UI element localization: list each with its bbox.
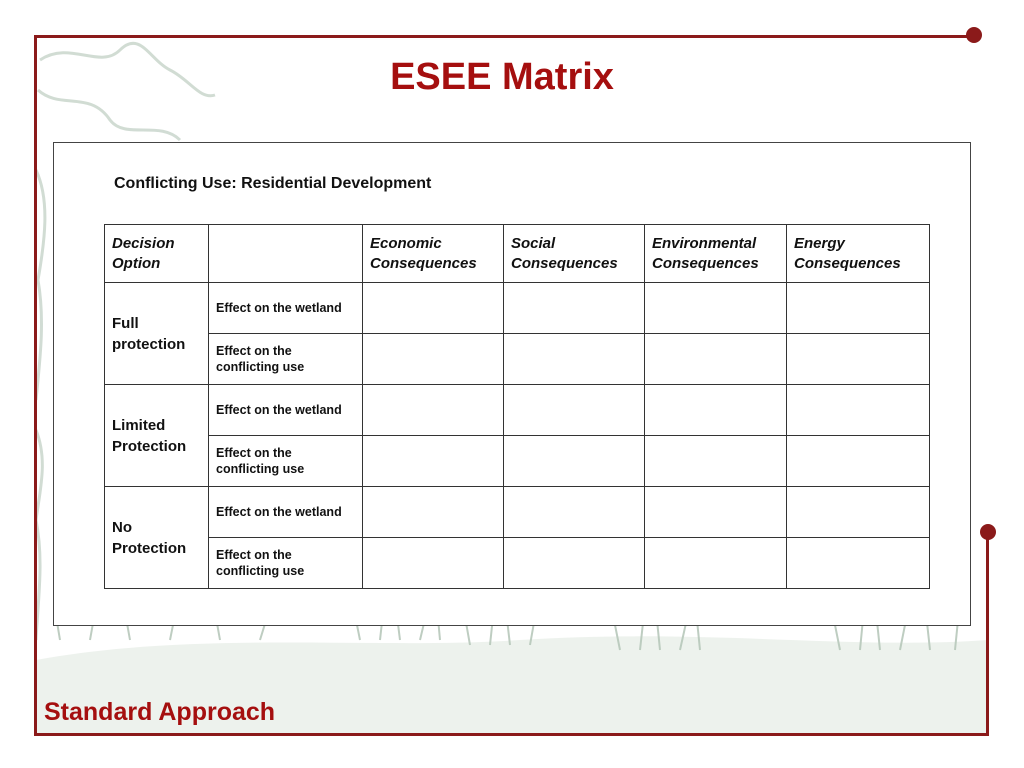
frame-right-line <box>986 532 989 736</box>
header-social: Social Consequences <box>504 225 645 283</box>
effect-label: Effect on the wetland <box>209 385 363 436</box>
table-cell <box>645 538 787 589</box>
header-energy: Energy Consequences <box>787 225 930 283</box>
slide-title: ESEE Matrix <box>390 56 614 98</box>
header-economic: Economic Consequences <box>363 225 504 283</box>
table-cell <box>787 385 930 436</box>
table-row <box>105 538 930 589</box>
table-cell <box>504 436 645 487</box>
table-cell <box>645 385 787 436</box>
table-cell <box>645 436 787 487</box>
table-cell <box>504 538 645 589</box>
frame-bottom-line <box>34 733 989 736</box>
effect-label: Effect on the wetland <box>209 283 363 334</box>
frame-corner-dot <box>966 27 982 43</box>
table-cell <box>787 487 930 538</box>
table-row <box>105 283 930 334</box>
frame-left-line <box>34 35 37 736</box>
footer-title: Standard Approach <box>44 698 276 726</box>
table-cell <box>363 436 504 487</box>
option-limited-protection: Limited Protection <box>105 385 209 487</box>
effect-label: Effect on the conflicting use <box>209 334 363 385</box>
table-row <box>105 436 930 487</box>
document-panel <box>53 142 971 626</box>
header-blank <box>209 225 363 283</box>
option-full-protection: Full protection <box>105 283 209 385</box>
frame-top-line <box>34 35 974 38</box>
table-cell <box>787 538 930 589</box>
table-row <box>105 487 930 538</box>
effect-label: Effect on the conflicting use <box>209 538 363 589</box>
table-cell <box>787 283 930 334</box>
header-environmental: Environmental Consequences <box>645 225 787 283</box>
table-cell <box>645 334 787 385</box>
table-cell <box>787 436 930 487</box>
table-cell <box>645 487 787 538</box>
table-cell <box>363 334 504 385</box>
header-decision-option: Decision Option <box>105 225 209 283</box>
frame-corner-dot <box>980 524 996 540</box>
table-cell <box>787 334 930 385</box>
table-cell <box>504 487 645 538</box>
table-cell <box>504 334 645 385</box>
table-row <box>105 385 930 436</box>
table-cell <box>363 487 504 538</box>
table-cell <box>504 385 645 436</box>
table-cell <box>363 385 504 436</box>
table-cell <box>363 538 504 589</box>
document-heading: Conflicting Use: Residential Development <box>114 175 432 192</box>
table-header-row <box>105 225 930 283</box>
table-cell <box>363 283 504 334</box>
effect-label: Effect on the conflicting use <box>209 436 363 487</box>
option-no-protection: No Protection <box>105 487 209 589</box>
esee-matrix-table <box>104 224 930 589</box>
table-row <box>105 334 930 385</box>
table-cell <box>504 283 645 334</box>
table-cell <box>645 283 787 334</box>
effect-label: Effect on the wetland <box>209 487 363 538</box>
